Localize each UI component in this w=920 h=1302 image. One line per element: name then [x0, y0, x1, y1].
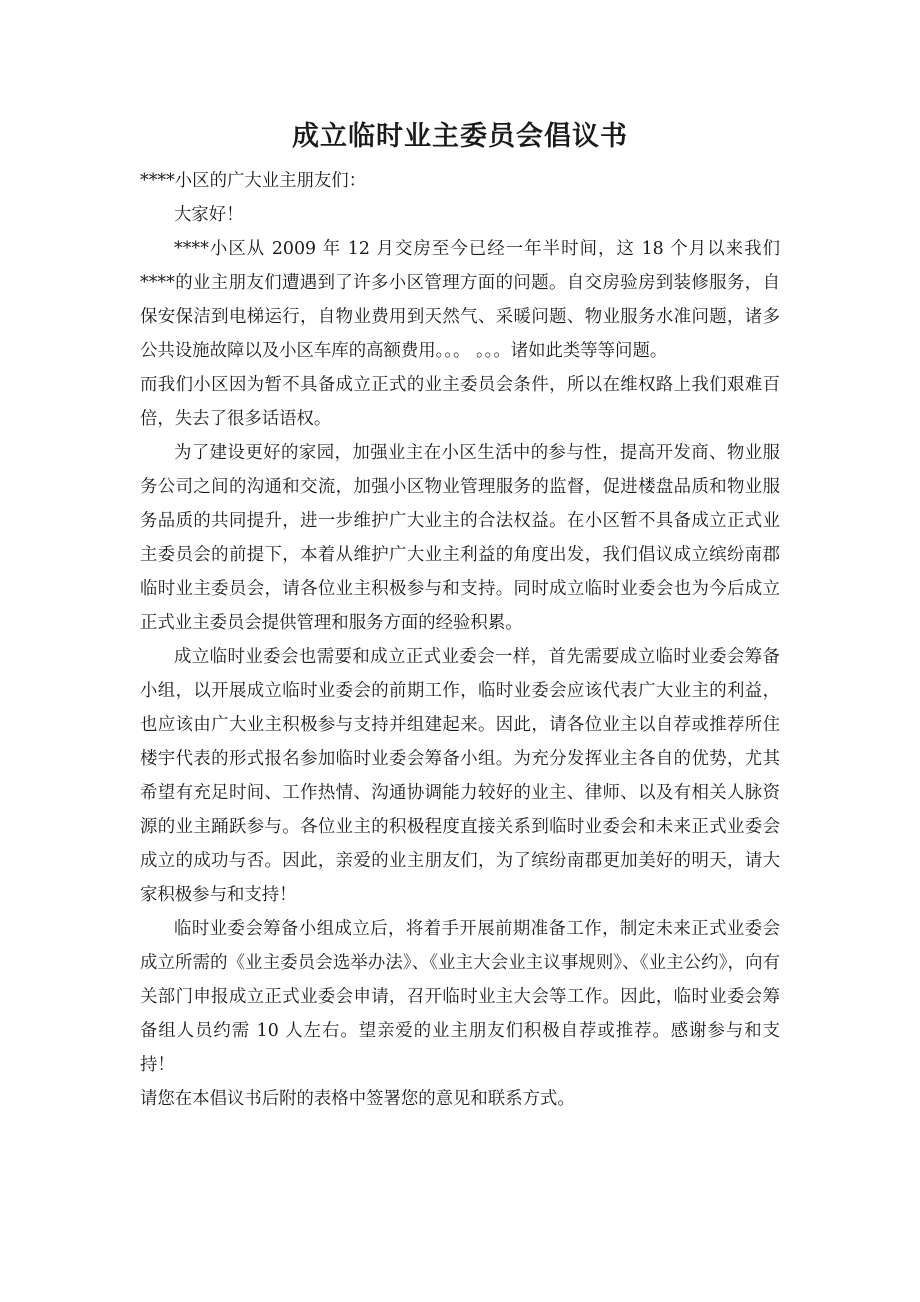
- paragraph-rights: 而我们小区因为暂不具备成立正式的业主委员会条件，所以在维权路上我们艰难百倍，失去了很多话语权。: [140, 375, 780, 429]
- paragraph-situation: ****小区从 2009 年 12 月交房至今已经一年半时间，这 18 个月以来我们****的业主朋友们遭遇到了许多小区管理方面的问题。自交房验房到装修服务，自保安保洁到电梯运行，自物业费用到天然气、采暖问题、物业服务水准问题，诸多公共设施故障以及小区车库的高额费用。。。 。。。诸如此类等等问题。: [140, 239, 780, 361]
- document-title: 成立临时业主委员会倡议书: [292, 121, 628, 152]
- greeting: 大家好！: [174, 205, 244, 225]
- paragraph-preparatory-group: 成立临时业委会也需要和成立正式业委会一样，首先需要成立临时业委会筹备小组，以开展成立临时业委会的前期工作，临时业委会应该代表广大业主的利益，也应该由广大业主积极参与支持并组建起来。因此，请各位业主以自荐或推荐所住楼宇代表的形式报名参加临时业委会筹备小组。为充分发挥业主各自的优势，尤其希望有充足时间、工作热情、沟通协调能力较好的业主、律师、以及有相关人脉资源的业主踊跃参与。各位业主的积极程度直接关系到临时业委会和未来正式业委会成立的成功与否。因此，亲爱的业主朋友们，为了缤纷南郡更加美好的明天，请大家积极参与和支持！: [140, 647, 780, 905]
- paragraph-sign-request: 请您在本倡议书后附的表格中签署您的意见和联系方式。: [140, 1089, 575, 1109]
- paragraph-next-steps: 临时业委会筹备小组成立后，将着手开展前期准备工作，制定未来正式业委会成立所需的《业主委员会选举办法》、《业主大会业主议事规则》、《业主公约》，向有关部门申报成立正式业委会申请，召开临时业主大会等工作。因此，临时业委会筹备组人员约需 10 人左右。望亲爱的业主朋友们积极自荐或推荐。感谢参与和支持！: [140, 919, 780, 1075]
- paragraph-proposal: 为了建设更好的家园，加强业主在小区生活中的参与性，提高开发商、物业服务公司之间的沟通和交流，加强小区物业管理服务的监督，促进楼盘品质和物业服务品质的共同提升，进一步维护广大业主的合法权益。在小区暂不具备成立正式业主委员会的前提下，本着从维护广大业主利益的角度出发，我们倡议成立缤纷南郡临时业主委员会，请各位业主积极参与和支持。同时成立临时业委会也为今后成立正式业主委员会提供管理和服务方面的经验积累。: [140, 443, 780, 633]
- document-body: [140, 164, 780, 1116]
- salutation: ****小区的广大业主朋友们：: [140, 171, 367, 191]
